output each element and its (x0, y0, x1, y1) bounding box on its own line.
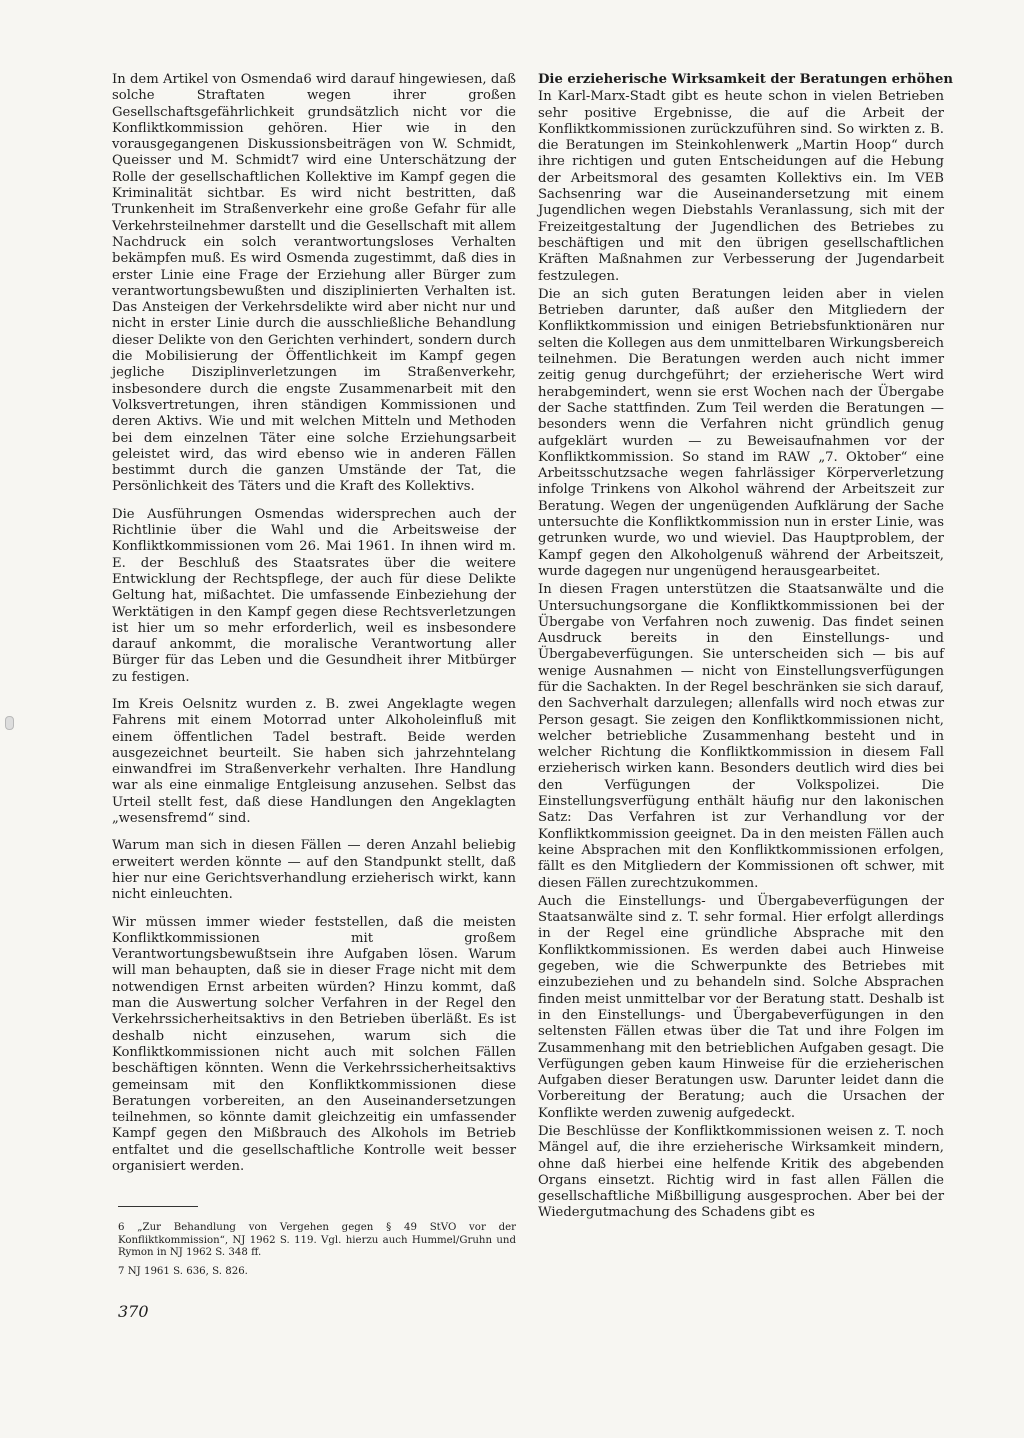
right-column (538, 72, 953, 1224)
left-column (112, 72, 516, 1186)
footnotes (118, 1222, 516, 1284)
footnote-6: 6 „Zur Behandlung von Vergehen gegen § 49 StVO vor der Konfliktkommission“, NJ 1962 S. 119. Vgl. hierzu auch Hummel/Gruhn und Rymon in NJ 1962 S. 348 ff. (118, 1222, 516, 1259)
right-paragraph-5: Die Beschlüsse der Konfliktkommissionen weisen z. T. noch Mängel auf, die ihre erzieherische Wirksamkeit mindern, ohne daß hierbei eine helfende Kritik des abgebenden Organs einsetzt. Richtig wird in fast allen Fällen die gesellschaftliche Mißbilligung ausgesprochen. Aber bei der Wiedergutmachung des Schadens gibt es (538, 1124, 944, 1221)
footnote-divider (118, 1206, 198, 1207)
right-paragraph-2: Die an sich guten Beratungen leiden aber in vielen Betrieben darunter, daß außer den Mitgliedern der Konfliktkommission und einigen Betriebsfunktionären nur selten die Kollegen aus dem unmittelbaren Wirkungsbereich teilnehmen. Die Beratungen werden auch nicht immer zeitig genug durchgeführt; der erzieherische Wert wird herabgemindert, wenn sie erst Wochen nach der Übergabe der Sache stattfinden. Zum Teil werden die Beratungen — besonders wenn die Verfahren nicht gründlich genug aufgeklärt wurden — zu Beweisaufnahmen vor der Konfliktkommission. So stand im RAW „7. Oktober“ eine Arbeitsschutzsache wegen fahrlässiger Körperverletzung infolge Trinkens von Alkohol während der Arbeitszeit zur Beratung. Wegen der ungenügenden Aufklärung der Sache untersuchte die Konfliktkommission nun in erster Linie, was getrunken wurde, wo und wieviel. Das Hauptproblem, der Kampf gegen den Alkoholgenuß während der Arbeitszeit, wurde dagegen nur ungenügend herausgearbeitet. (538, 286, 945, 579)
binding-hole-mark (5, 716, 14, 730)
footnote-7: 7 NJ 1961 S. 636, S. 826. (118, 1265, 248, 1277)
page-number: 370 (118, 1302, 149, 1321)
section-heading: Die erzieherische Wirksamkeit der Beratungen erhöhen (538, 72, 953, 87)
right-paragraph-1: In Karl-Marx-Stadt gibt es heute schon in vielen Betrieben sehr positive Ergebnisse, die auf die Arbeit der Konfliktkommissionen zurückzuführen sind. So wirkten z. B. die Beratungen im Steinkohlenwerk „Martin Hoop“ durch ihre richtigen und guten Entscheidungen auf die Hebung der Arbeitsmoral des gesamten Kollektivs ein. Im VEB Sachsenring war die Auseinandersetzung mit einem Jugendlichen wegen Diebstahls Veranlassung, sich mit der Freizeitgestaltung der Jugendlichen des Betriebes zu beschäftigen und mit den übrigen gesellschaftlichen Kräften Maßnahmen zur Verbesserung der Jugendarbeit festzulegen. (538, 89, 944, 284)
left-paragraph-4: Warum man sich in diesen Fällen — deren Anzahl beliebig erweitert werden könnte — auf den Standpunkt stellt, daß hier nur eine Gerichtsverhandlung erzieherisch wirkt, kann nicht einleuchten. (112, 838, 516, 903)
right-paragraph-4: Auch die Einstellungs- und Übergabeverfügungen der Staatsanwälte sind z. T. sehr formal. Hier erfolgt allerdings in der Regel eine gründliche Absprache mit den Konfliktkommissionen. Es werden dabei auch Hinweise gegeben, wie die Schwerpunkte des Betriebes mit einzubeziehen und zu behandeln sind. Solche Absprachen finden meist unmittelbar vor der Beratung statt. Deshalb ist in den Einstellungs- und Übergabeverfügungen in den seltensten Fällen etwas über die Tat und ihre Folgen im Zusammenhang mit den betrieblichen Aufgaben gesagt. Die Verfügungen geben kaum Hinweise für die erzieherischen Aufgaben dieser Beratungen usw. Darunter leidet dann die Vorbereitung der Beratung; auch die Ursachen der Konflikte werden zuwenig aufgedeckt. (538, 893, 944, 1121)
right-paragraph-3: In diesen Fragen unterstützen die Staatsanwälte und die Untersuchungsorgane die Konfliktkommissionen bei der Übergabe von Verfahren noch zuwenig. Das findet seinen Ausdruck bereits in den Einstellungs- und Übergabeverfügungen. Sie unterscheiden sich — bis auf wenige Ausnahmen — nicht von Einstellungsverfügungen für die Sachakten. In der Regel beschränken sie sich darauf, den Sachverhalt darzulegen; allenfalls wird noch etwas zur Person gesagt. Sie zeigen den Konfliktkommissionen nicht, welcher betriebliche Zusammenhang besteht und in welcher Richtung die Konfliktkommission in diesem Fall erzieherisch wirken kann. Besonders deutlich wird dies bei den Verfügungen der Volkspolizei. Die Einstellungsverfügung enthält häufig nur den lakonischen Satz: Das Verfahren ist zur Verhandlung vor der Konfliktkommission geeignet. Da in den meisten Fällen auch keine Absprachen mit den Konfliktkommissionen erfolgen, fällt es den Mitgliedern der Kommissionen oft schwer, mit diesen Fällen zurechtzukommen. (538, 582, 944, 891)
left-paragraph-1: In dem Artikel von Osmenda6 wird darauf hingewiesen, daß solche Straftaten wegen ihrer großen Gesellschaftsgefährlichkeit grundsätzlich nicht vor die Konfliktkommission gehören. Hier wie in den vorausgegangenen Diskussionsbeiträgen von W. Schmidt, Queisser und M. Schmidt7 wird eine Unterschätzung der Rolle der gesellschaftlichen Kollektive im Kampf gegen die Kriminalität sichtbar. Es wird nicht bestritten, daß Trunkenheit im Straßenverkehr eine große Gefahr für alle Verkehrsteilnehmer darstellt und die Gesellschaft mit allem Nachdruck ein solch verantwortungsloses Verhalten bekämpfen muß. Es wird Osmenda zugestimmt, daß dies in erster Linie eine Frage der Erziehung aller Bürger zum verantwortungsbewußten und disziplinierten Verhalten ist. Das Ansteigen der Verkehrsdelikte wird aber nicht nur und nicht in erster Linie durch die ausschließliche Behandlung dieser Delikte von den Gerichten verhindert, sondern durch die Mobilisierung der Öffentlichkeit im Kampf gegen jegliche Disziplinverletzungen im Straßenverkehr, insbesondere durch die engste Zusammenarbeit mit den Volksvertretungen, ihren ständigen Kommissionen und deren Aktivs. Wie und mit welchen Mitteln und Methoden bei dem einzelnen Täter eine solche Erziehungsarbeit geleistet wird, das wird ebenso wie in anderen Fällen bestimmt durch die ganzen Umstände der Tat, die Persönlichkeit des Täters und die Kraft des Kollektivs. (112, 72, 516, 495)
left-paragraph-2: Die Ausführungen Osmendas widersprechen auch der Richtlinie über die Wahl und die Arbeitsweise der Konfliktkommissionen vom 26. Mai 1961. In ihnen wird m. E. der Beschluß des Staatsrates über die weitere Entwicklung der Rechtspflege, der auch für diese Delikte Geltung hat, mißachtet. Die umfassende Einbeziehung der Werktätigen in den Kampf gegen diese Rechtsverletzungen ist hier um so mehr erforderlich, weil es insbesondere darauf ankommt, die moralische Verantwortung aller Bürger für das Leben und die Gesundheit ihrer Mitbürger zu festigen. (112, 506, 516, 685)
left-paragraph-3: Im Kreis Oelsnitz wurden z. B. zwei Angeklagte wegen Fahrens mit einem Motorrad unter Alkoholeinfluß mit einem öffentlichen Tadel bestraft. Beide werden ausgezeichnet beurteilt. Sie haben sich jahrzehntelang einwandfrei im Straßenverkehr verhalten. Ihre Handlung war als eine einmalige Entgleisung anzusehen. Selbst das Urteil stellt fest, daß diese Handlungen den Angeklagten „wesensfremd“ sind. (112, 696, 516, 827)
left-paragraph-5: Wir müssen immer wieder feststellen, daß die meisten Konfliktkommissionen mit großem Verantwortungsbewußtsein ihre Aufgaben lösen. Warum will man behaupten, daß sie in dieser Frage nicht mit dem notwendigen Ernst arbeiten würden? Hinzu kommt, daß man die Auswertung solcher Verfahren in der Regel den Verkehrssicherheitsaktivs in den Betrieben überläßt. Es ist deshalb nicht einzusehen, warum sich die Konfliktkommissionen nicht auch mit solchen Fällen beschäftigen könnten. Wenn die Verkehrssicherheitsaktivs gemeinsam mit den Konfliktkommissionen diese Beratungen vorbereiten, an den Auseinandersetzungen teilnehmen, so könnte damit gleichzeitig ein umfassender Kampf gegen den Mißbrauch des Alkohols im Betrieb entfaltet und die gesellschaftliche Kontrolle weit besser organisiert werden. (112, 914, 516, 1174)
